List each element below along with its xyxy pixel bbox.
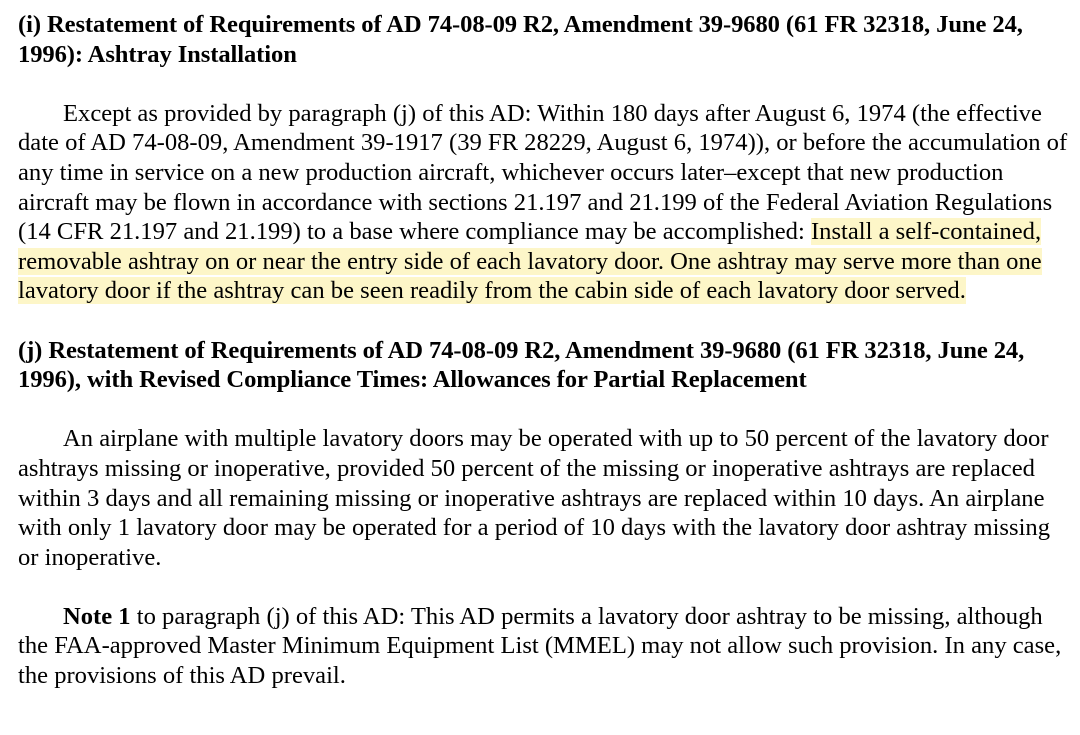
document-page: [18, 10, 1074, 691]
spacer: [18, 395, 1074, 425]
note-body: to paragraph (j) of this AD: This AD permits a lavatory door ashtray to be missing, although the FAA-approved Master Minimum Equipment List (MMEL) may not allow such provision. In any case, the provisions of this AD prevail.: [18, 602, 1062, 690]
section-i-heading: (i) Restatement of Requirements of AD 74-08-09 R2, Amendment 39-9680 (61 FR 32318, June 24, 1996): Ashtray Installation: [18, 11, 1023, 68]
section-j-paragraph: An airplane with multiple lavatory doors may be operated with up to 50 percent of the lavatory door ashtrays missing or inoperative, provided 50 percent of the missing or inoperative ashtrays are replaced within 3 days and all remaining missing or inoperative ashtrays are replaced within 10 days. An airplane with only 1 lavatory door may be operated for a period of 10 days with the lavatory door ashtray missing or inoperative.: [18, 425, 1051, 571]
section-i-body-text: Except as provided by paragraph (j) of this AD: Within 180 days after August 6, 1974 (the effective date of AD 74-08-09, Amendment 39-1917 (39 FR 28229, August 6, 1974)), or before the accumulation of any time in service on a new production aircraft, whichever occurs later–except that new production aircraft may be flown in accordance with sections 21.197 and 21.199 of the Federal Aviation Regulations (14 CFR 21.197 and 21.199) to a base where compliance may be accomplished:: [18, 99, 1068, 246]
highlighted-text: Install a self-contained, removable ashtray on or near the entry side of each lavatory door. One ashtray may serve more than one lavatory door if the ashtray can be seen readily from the cabin side of each lavatory door served.: [18, 218, 1042, 305]
note-paragraph: [18, 602, 1074, 691]
spacer: [18, 306, 1074, 336]
note-label: Note 1: [63, 602, 131, 630]
section-j-heading: (j) Restatement of Requirements of AD 74-08-09 R2, Amendment 39-9680 (61 FR 32318, June 24, 1996), with Revised Compliance Times: Allowances for Partial Replacement: [18, 336, 1025, 394]
spacer: [18, 69, 1074, 99]
spacer: [18, 572, 1074, 602]
section-i-paragraph: [18, 99, 1074, 306]
